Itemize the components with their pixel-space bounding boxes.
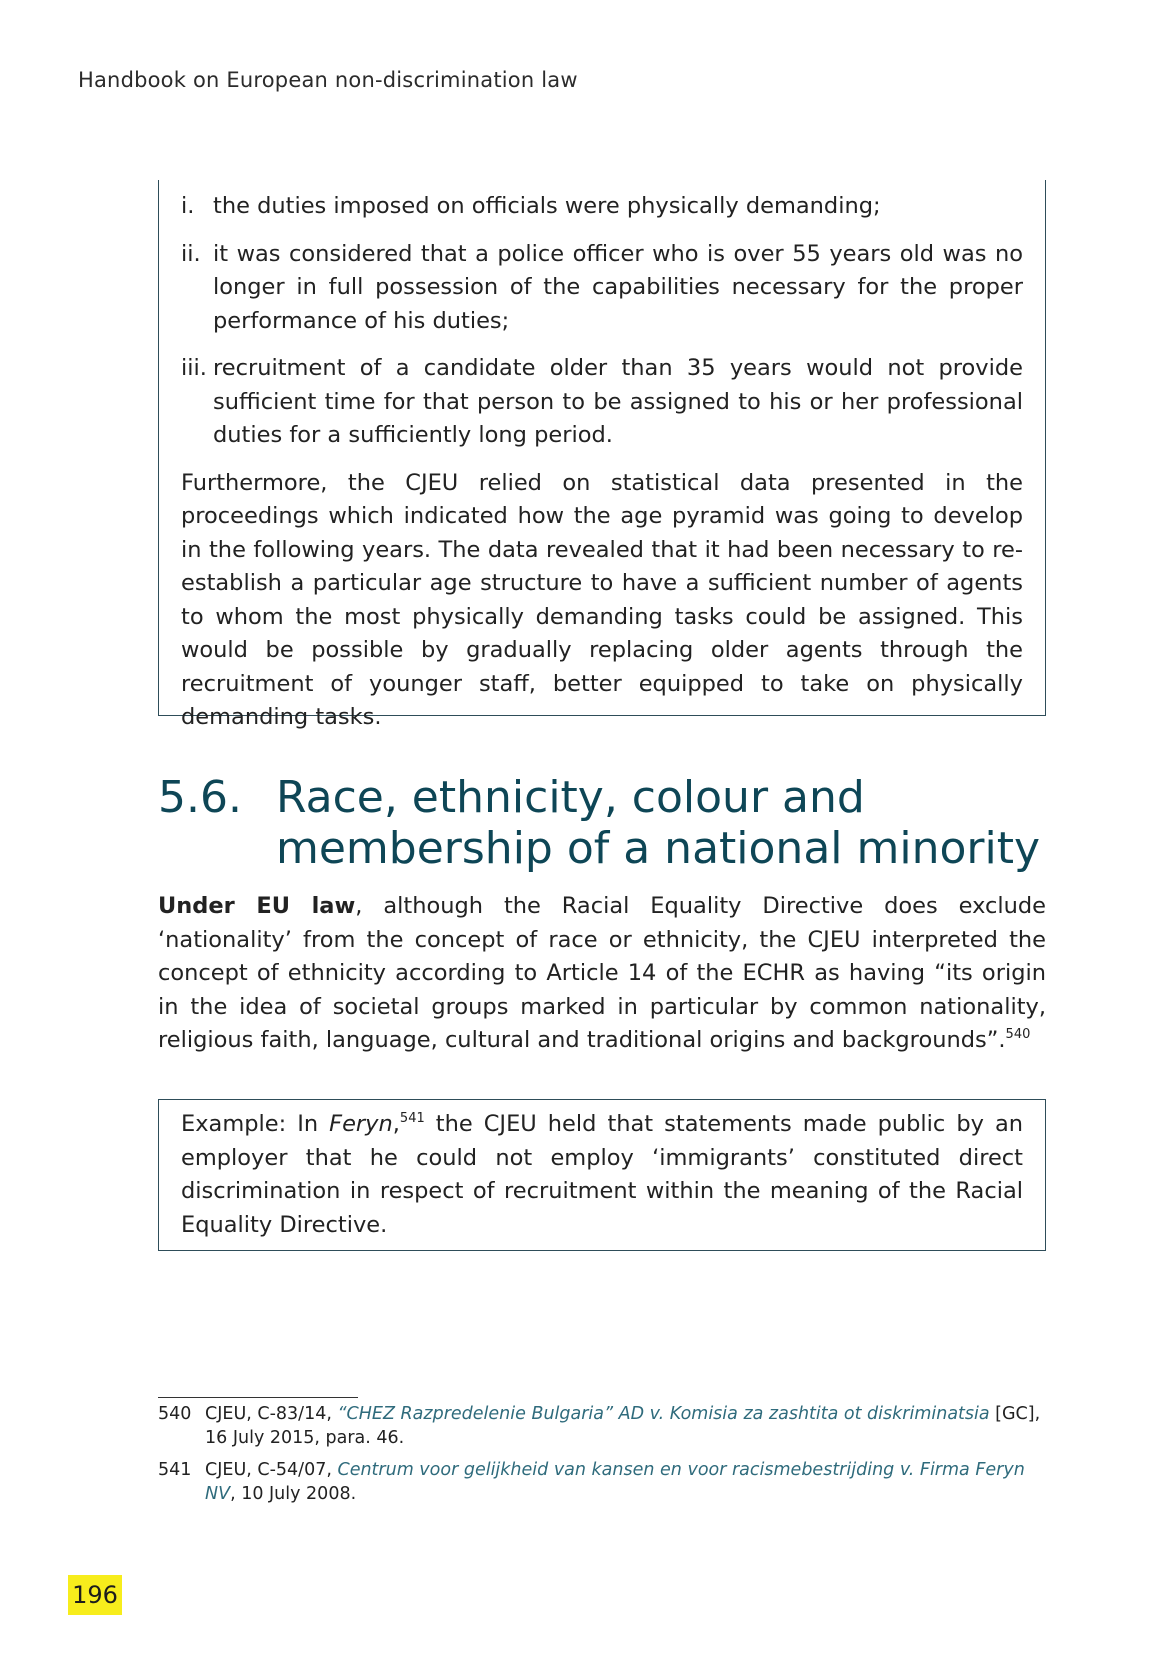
footnotes	[158, 1402, 1046, 1514]
example-box-continued	[158, 180, 1046, 730]
case-name: Feryn	[329, 1111, 393, 1137]
section-title-line1: Race, ethnicity, colour and	[276, 772, 865, 823]
footnote-pre: CJEU, C-83/14,	[205, 1404, 338, 1424]
list-text: recruitment of a candidate older than 35 years would not provide sufficient time for that person to be assigned to his or her professional duties for a sufficiently long period.	[213, 355, 1023, 448]
box-content	[181, 190, 1023, 735]
box-paragraph: Furthermore, the CJEU relied on statistical data presented in the proceedings which indicated how the age pyramid was going to develop in the following years. The data revealed that it had been necessary to re-establish a particular age structure to have a sufficient number of agents to whom the most physically demanding tasks could be assigned. This would be possible by gradually replacing older agents through the recruitment of younger staff, better equipped to take on physically demanding tasks.	[181, 469, 1023, 730]
section-number: 5.6.	[158, 772, 242, 823]
example-prefix: Example: In	[181, 1111, 330, 1137]
list-number: i.	[181, 193, 195, 219]
example-comma: ,	[392, 1111, 400, 1137]
footnote-divider	[158, 1397, 358, 1398]
list-item	[181, 190, 1023, 224]
footnote-body	[205, 1402, 1046, 1450]
example-content	[181, 1108, 1023, 1242]
running-header: Handbook on European non-discrimination law	[78, 68, 578, 92]
body-text: , although the Racial Equality Directive does exclude ‘nationality’ from the concept of race or ethnicity, the CJEU interpreted the concept of ethnicity according to Article 14 of the ECHR as having “its origin in the idea of societal groups marked in particular by common nationality, religious faith, language, cultural and traditional origins and backgrounds”.	[158, 893, 1046, 1053]
section-heading	[158, 772, 1058, 874]
footnote-number: 540	[158, 1404, 192, 1424]
footnote-ref[interactable]: 541	[399, 1111, 425, 1126]
list-text: the duties imposed on officials were physically demanding;	[213, 193, 881, 219]
section-title	[276, 772, 1040, 874]
footnote	[158, 1402, 1046, 1450]
list-number: ii.	[181, 240, 201, 267]
footnote-case-link[interactable]: “CHEZ Razpredelenie Bulgaria” AD v. Komisia za zashtita ot diskriminatsia	[337, 1404, 990, 1424]
list-text: it was considered that a police officer who is over 55 years old was no longer in full possession of the capabilities necessary for the proper performance of his duties;	[213, 240, 1023, 334]
footnote-post: [GC], 16 July 2015, para. 46.	[205, 1404, 1041, 1448]
footnote-case-link[interactable]: Centrum voor gelijkheid van kansen en voor racismebestrijding v. Firma Feryn NV	[205, 1460, 1025, 1504]
footnote-post: , 10 July 2008.	[230, 1484, 357, 1504]
footnote-pre: CJEU, C-54/07,	[205, 1460, 338, 1480]
footnote	[158, 1458, 1046, 1506]
example-text: the CJEU held that statements made public by an employer that he could not employ ‘immigrants’ constituted direct discrimination in respect of recruitment within the meaning of the Racial Equality Directive.	[181, 1111, 1023, 1238]
lead-bold: Under EU law	[158, 893, 356, 919]
footnote-number: 541	[158, 1460, 192, 1480]
footnote-body	[205, 1458, 1046, 1506]
section-title-line2: membership of a national minority	[276, 823, 1040, 874]
list-item	[181, 238, 1023, 339]
list-item	[181, 352, 1023, 453]
body-paragraph	[158, 890, 1046, 1058]
example-box	[158, 1099, 1046, 1251]
page-number: 196	[68, 1575, 122, 1615]
list-number: iii.	[181, 355, 207, 381]
footnote-ref[interactable]: 540	[1005, 1027, 1031, 1042]
